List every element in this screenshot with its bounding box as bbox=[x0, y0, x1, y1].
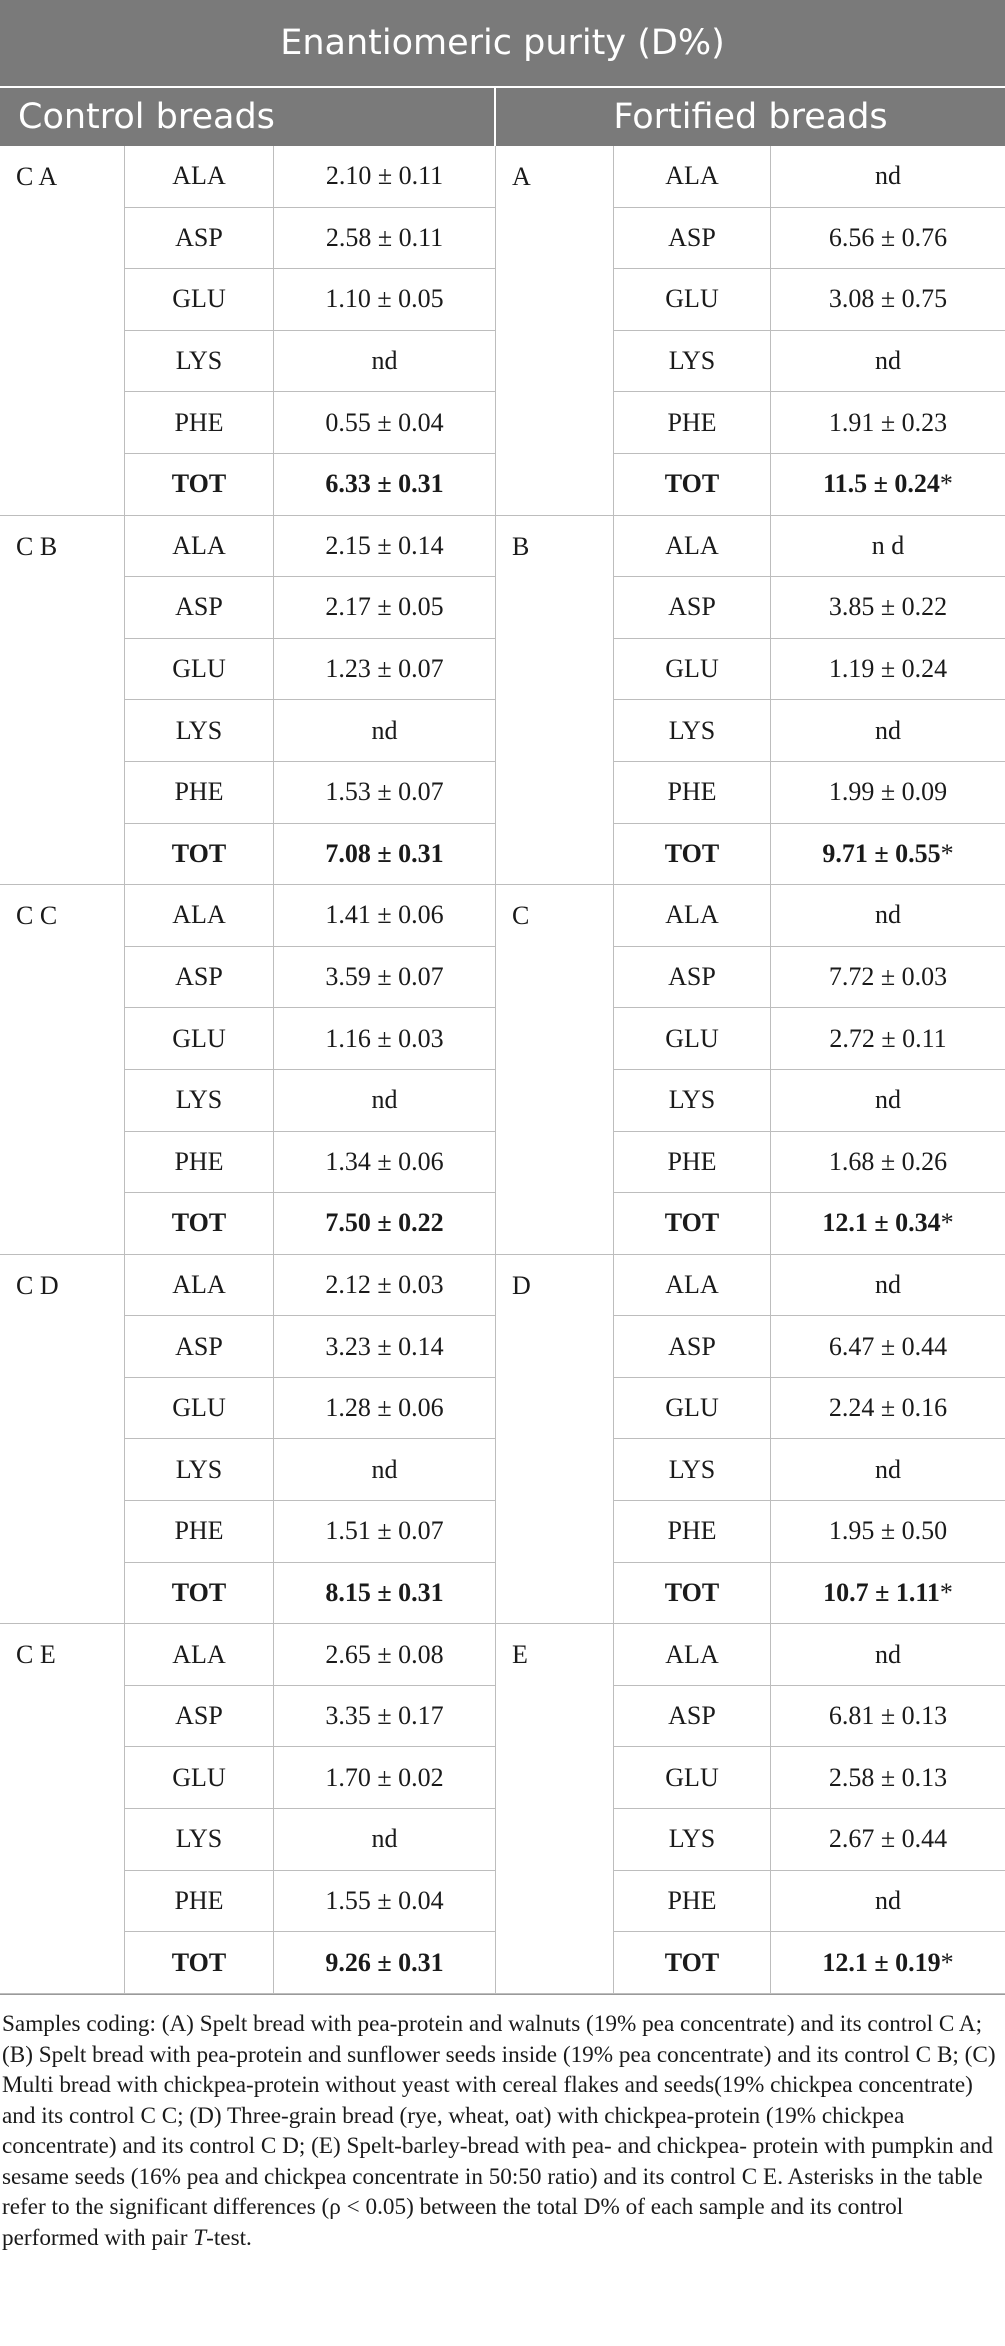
column-header-row bbox=[0, 88, 1005, 146]
control-amino-acid: TOT bbox=[125, 1932, 274, 1994]
control-sample-code bbox=[0, 762, 125, 824]
fortified-value bbox=[771, 1378, 1005, 1440]
fortified-amino-acid: ASP bbox=[614, 947, 771, 1009]
control-amino-acid: ASP bbox=[125, 1316, 274, 1378]
control-sample-code bbox=[0, 392, 125, 454]
control-value: 2.65 ± 0.08 bbox=[274, 1624, 496, 1686]
control-amino-acid: GLU bbox=[125, 1747, 274, 1809]
control-value: 1.23 ± 0.07 bbox=[274, 639, 496, 701]
fortified-sample-code bbox=[496, 577, 614, 639]
fortified-value bbox=[771, 1439, 1005, 1501]
fortified-value-text: 6.56 ± 0.76 bbox=[828, 222, 948, 252]
significance-asterisk: * bbox=[940, 1947, 954, 1977]
control-value: 2.15 ± 0.14 bbox=[274, 516, 496, 578]
control-value: 1.10 ± 0.05 bbox=[274, 269, 496, 331]
control-amino-acid: PHE bbox=[125, 392, 274, 454]
control-value: 8.15 ± 0.31 bbox=[274, 1563, 496, 1625]
control-value: 0.55 ± 0.04 bbox=[274, 392, 496, 454]
fortified-value-text: 3.08 ± 0.75 bbox=[828, 284, 948, 314]
fortified-value-text: 12.1 ± 0.34 bbox=[822, 1208, 941, 1238]
fortified-value-text: 6.47 ± 0.44 bbox=[828, 1331, 948, 1361]
control-amino-acid: ALA bbox=[125, 1255, 274, 1317]
fortified-value-text: 1.91 ± 0.23 bbox=[828, 407, 948, 437]
fortified-amino-acid: PHE bbox=[614, 1132, 771, 1194]
fortified-sample-code bbox=[496, 1686, 614, 1748]
fortified-amino-acid: GLU bbox=[614, 1747, 771, 1809]
fortified-value bbox=[771, 577, 1005, 639]
footnote-text bbox=[0, 1995, 1005, 2253]
control-amino-acid: LYS bbox=[125, 700, 274, 762]
fortified-value bbox=[771, 454, 1005, 516]
control-value: nd bbox=[274, 1809, 496, 1871]
control-amino-acid: GLU bbox=[125, 639, 274, 701]
control-amino-acid: GLU bbox=[125, 1008, 274, 1070]
fortified-sample-code bbox=[496, 1563, 614, 1625]
control-value: 1.41 ± 0.06 bbox=[274, 885, 496, 947]
fortified-value-text: 1.95 ± 0.50 bbox=[828, 1516, 948, 1546]
control-value: 1.28 ± 0.06 bbox=[274, 1378, 496, 1440]
fortified-sample-code bbox=[496, 1932, 614, 1994]
control-value: 9.26 ± 0.31 bbox=[274, 1932, 496, 1994]
fortified-value-text: nd bbox=[875, 715, 901, 745]
fortified-value-text: 2.58 ± 0.13 bbox=[828, 1762, 948, 1792]
control-value: 2.17 ± 0.05 bbox=[274, 577, 496, 639]
control-sample-code bbox=[0, 1686, 125, 1748]
fortified-sample-code bbox=[496, 1501, 614, 1563]
fortified-value-text: 9.71 ± 0.55 bbox=[822, 838, 941, 868]
fortified-value bbox=[771, 1932, 1005, 1994]
control-sample-code bbox=[0, 1932, 125, 1994]
fortified-value-text: nd bbox=[875, 1454, 901, 1484]
fortified-value bbox=[771, 1193, 1005, 1255]
fortified-amino-acid: PHE bbox=[614, 762, 771, 824]
fortified-value-text: nd bbox=[875, 1639, 901, 1669]
fortified-sample-code: D bbox=[496, 1255, 614, 1317]
fortified-value-text: 1.19 ± 0.24 bbox=[828, 654, 948, 684]
control-sample-code bbox=[0, 454, 125, 516]
fortified-sample-code bbox=[496, 1008, 614, 1070]
control-amino-acid: TOT bbox=[125, 1193, 274, 1255]
control-sample-code bbox=[0, 1008, 125, 1070]
control-sample-code bbox=[0, 639, 125, 701]
fortified-value-text: 2.72 ± 0.11 bbox=[829, 1023, 947, 1053]
control-sample-code bbox=[0, 331, 125, 393]
fortified-amino-acid: ASP bbox=[614, 208, 771, 270]
fortified-sample-code bbox=[496, 700, 614, 762]
control-amino-acid: LYS bbox=[125, 1809, 274, 1871]
significance-asterisk: * bbox=[940, 1208, 954, 1238]
control-value: 1.70 ± 0.02 bbox=[274, 1747, 496, 1809]
fortified-sample-code bbox=[496, 1193, 614, 1255]
fortified-value bbox=[771, 1563, 1005, 1625]
fortified-amino-acid: TOT bbox=[614, 1563, 771, 1625]
fortified-breads-header: Fortified breads bbox=[613, 97, 888, 137]
fortified-amino-acid: ALA bbox=[614, 146, 771, 208]
fortified-sample-code bbox=[496, 639, 614, 701]
fortified-value bbox=[771, 1008, 1005, 1070]
control-amino-acid: GLU bbox=[125, 1378, 274, 1440]
fortified-value bbox=[771, 269, 1005, 331]
fortified-value bbox=[771, 392, 1005, 454]
control-amino-acid: TOT bbox=[125, 454, 274, 516]
control-amino-acid: PHE bbox=[125, 1501, 274, 1563]
footnote-t: T bbox=[193, 2224, 207, 2251]
control-sample-code: C A bbox=[0, 146, 125, 208]
fortified-value-text: 12.1 ± 0.19 bbox=[822, 1947, 941, 1977]
significance-asterisk: * bbox=[940, 838, 954, 868]
control-sample-code bbox=[0, 1193, 125, 1255]
fortified-value bbox=[771, 1070, 1005, 1132]
fortified-sample-code bbox=[496, 1439, 614, 1501]
control-sample-code bbox=[0, 1378, 125, 1440]
control-value: 1.34 ± 0.06 bbox=[274, 1132, 496, 1194]
control-value: 6.33 ± 0.31 bbox=[274, 454, 496, 516]
fortified-value bbox=[771, 1501, 1005, 1563]
fortified-amino-acid: ASP bbox=[614, 1686, 771, 1748]
control-value: 2.10 ± 0.11 bbox=[274, 146, 496, 208]
fortified-value-text: 1.68 ± 0.26 bbox=[828, 1146, 948, 1176]
control-value: 3.35 ± 0.17 bbox=[274, 1686, 496, 1748]
control-sample-code bbox=[0, 1132, 125, 1194]
fortified-value-text: 11.5 ± 0.24 bbox=[823, 469, 940, 499]
fortified-sample-code: C bbox=[496, 885, 614, 947]
fortified-value-text: 2.67 ± 0.44 bbox=[828, 1824, 948, 1854]
fortified-amino-acid: LYS bbox=[614, 1439, 771, 1501]
fortified-sample-code bbox=[496, 269, 614, 331]
fortified-amino-acid: GLU bbox=[614, 1378, 771, 1440]
control-sample-code: C B bbox=[0, 516, 125, 578]
fortified-sample-code bbox=[496, 331, 614, 393]
control-sample-code bbox=[0, 208, 125, 270]
control-amino-acid: LYS bbox=[125, 331, 274, 393]
fortified-value bbox=[771, 516, 1005, 578]
fortified-sample-code bbox=[496, 1070, 614, 1132]
fortified-value bbox=[771, 762, 1005, 824]
fortified-sample-code: B bbox=[496, 516, 614, 578]
control-value: 1.53 ± 0.07 bbox=[274, 762, 496, 824]
control-amino-acid: ASP bbox=[125, 1686, 274, 1748]
fortified-amino-acid: GLU bbox=[614, 269, 771, 331]
fortified-value bbox=[771, 700, 1005, 762]
fortified-amino-acid: LYS bbox=[614, 700, 771, 762]
control-amino-acid: ALA bbox=[125, 1624, 274, 1686]
fortified-value bbox=[771, 1255, 1005, 1317]
control-value: 3.59 ± 0.07 bbox=[274, 947, 496, 1009]
footnote-main: Samples coding: (A) Spelt bread with pea-protein and walnuts (19% pea concentrate) and its control C A; (B) Spelt bread with pea-protein and sunflower seeds inside (19% pea concentrate) and its control C B; (C) Multi bread with chickpea-protein without yeast with cereal flakes and seeds(19% chickpea concentrate) and its control C C; (D) Three-grain bread (rye, wheat, oat) with chickpea-protein (19% chickpea concentrate) and its control C D; (E) Spelt-barley-bread with pea- and chickpea- protein with pumpkin and sesame seeds (16% pea and chickpea concentrate in 50:50 ratio) and its control C E. Asterisks in the table refer to the significant differences (ρ < 0.05) between the total D% of each sample and its control performed with pair bbox=[2, 2011, 996, 2251]
fortified-sample-code bbox=[496, 1747, 614, 1809]
fortified-sample-code bbox=[496, 392, 614, 454]
fortified-amino-acid: TOT bbox=[614, 454, 771, 516]
fortified-value bbox=[771, 1809, 1005, 1871]
fortified-value bbox=[771, 947, 1005, 1009]
fortified-amino-acid: LYS bbox=[614, 1809, 771, 1871]
control-sample-code bbox=[0, 700, 125, 762]
fortified-value bbox=[771, 639, 1005, 701]
fortified-amino-acid: ALA bbox=[614, 1624, 771, 1686]
fortified-value-text: 1.99 ± 0.09 bbox=[828, 777, 948, 807]
control-amino-acid: ALA bbox=[125, 146, 274, 208]
fortified-value bbox=[771, 1747, 1005, 1809]
control-amino-acid: ASP bbox=[125, 947, 274, 1009]
fortified-sample-code bbox=[496, 454, 614, 516]
control-sample-code bbox=[0, 1316, 125, 1378]
significance-asterisk: * bbox=[939, 1577, 953, 1607]
control-amino-acid: GLU bbox=[125, 269, 274, 331]
fortified-sample-code bbox=[496, 1132, 614, 1194]
fortified-value bbox=[771, 331, 1005, 393]
fortified-amino-acid: TOT bbox=[614, 1932, 771, 1994]
fortified-sample-code bbox=[496, 208, 614, 270]
control-breads-header: Control breads bbox=[0, 88, 496, 146]
fortified-sample-code bbox=[496, 947, 614, 1009]
fortified-value-text: nd bbox=[875, 1885, 901, 1915]
fortified-amino-acid: GLU bbox=[614, 1008, 771, 1070]
fortified-amino-acid: PHE bbox=[614, 392, 771, 454]
fortified-amino-acid: ALA bbox=[614, 516, 771, 578]
control-sample-code bbox=[0, 947, 125, 1009]
fortified-value bbox=[771, 824, 1005, 886]
fortified-sample-code bbox=[496, 1809, 614, 1871]
table-footnote bbox=[0, 1994, 1005, 2253]
fortified-sample-code bbox=[496, 1316, 614, 1378]
table-title: Enantiomeric purity (D%) bbox=[0, 0, 1005, 88]
control-amino-acid: PHE bbox=[125, 1132, 274, 1194]
control-amino-acid: LYS bbox=[125, 1439, 274, 1501]
control-sample-code: C C bbox=[0, 885, 125, 947]
fortified-amino-acid: TOT bbox=[614, 824, 771, 886]
control-value: nd bbox=[274, 1439, 496, 1501]
control-sample-code bbox=[0, 1809, 125, 1871]
control-value: 2.58 ± 0.11 bbox=[274, 208, 496, 270]
fortified-value-text: 6.81 ± 0.13 bbox=[828, 1701, 948, 1731]
fortified-value bbox=[771, 1871, 1005, 1933]
fortified-sample-code bbox=[496, 824, 614, 886]
fortified-value bbox=[771, 1132, 1005, 1194]
fortified-value-text: nd bbox=[875, 346, 901, 376]
control-sample-code bbox=[0, 1070, 125, 1132]
fortified-amino-acid: PHE bbox=[614, 1501, 771, 1563]
control-sample-code bbox=[0, 1563, 125, 1625]
fortified-value bbox=[771, 1316, 1005, 1378]
control-value: 1.16 ± 0.03 bbox=[274, 1008, 496, 1070]
fortified-amino-acid: LYS bbox=[614, 1070, 771, 1132]
fortified-amino-acid: PHE bbox=[614, 1871, 771, 1933]
fortified-value bbox=[771, 1624, 1005, 1686]
fortified-amino-acid: GLU bbox=[614, 639, 771, 701]
footnote-end: -test. bbox=[206, 2224, 252, 2251]
control-amino-acid: TOT bbox=[125, 824, 274, 886]
control-sample-code bbox=[0, 1871, 125, 1933]
control-sample-code bbox=[0, 1439, 125, 1501]
control-value: 7.50 ± 0.22 bbox=[274, 1193, 496, 1255]
control-value: 7.08 ± 0.31 bbox=[274, 824, 496, 886]
fortified-amino-acid: ASP bbox=[614, 577, 771, 639]
fortified-value-text: 3.85 ± 0.22 bbox=[828, 592, 948, 622]
control-amino-acid: PHE bbox=[125, 762, 274, 824]
fortified-value-text: 10.7 ± 1.11 bbox=[823, 1577, 940, 1607]
control-sample-code: C E bbox=[0, 1624, 125, 1686]
fortified-value-text: nd bbox=[875, 1085, 901, 1115]
fortified-amino-acid: ASP bbox=[614, 1316, 771, 1378]
fortified-sample-code: A bbox=[496, 146, 614, 208]
control-value: nd bbox=[274, 331, 496, 393]
control-value: 1.55 ± 0.04 bbox=[274, 1871, 496, 1933]
fortified-sample-code bbox=[496, 762, 614, 824]
control-amino-acid: TOT bbox=[125, 1563, 274, 1625]
control-sample-code bbox=[0, 824, 125, 886]
fortified-value bbox=[771, 146, 1005, 208]
fortified-sample-code bbox=[496, 1871, 614, 1933]
control-amino-acid: PHE bbox=[125, 1871, 274, 1933]
fortified-sample-code: E bbox=[496, 1624, 614, 1686]
control-amino-acid: ASP bbox=[125, 208, 274, 270]
fortified-value-text: n d bbox=[871, 530, 905, 560]
control-value: 2.12 ± 0.03 bbox=[274, 1255, 496, 1317]
fortified-value-text: 2.24 ± 0.16 bbox=[828, 1393, 948, 1423]
control-amino-acid: ALA bbox=[125, 885, 274, 947]
control-amino-acid: ASP bbox=[125, 577, 274, 639]
fortified-value bbox=[771, 208, 1005, 270]
control-amino-acid: LYS bbox=[125, 1070, 274, 1132]
table-body bbox=[0, 146, 1005, 1994]
control-value: 1.51 ± 0.07 bbox=[274, 1501, 496, 1563]
fortified-value-text: nd bbox=[875, 161, 901, 191]
control-sample-code: C D bbox=[0, 1255, 125, 1317]
fortified-value-text: 7.72 ± 0.03 bbox=[828, 962, 948, 992]
control-value: nd bbox=[274, 700, 496, 762]
control-sample-code bbox=[0, 577, 125, 639]
control-sample-code bbox=[0, 1747, 125, 1809]
fortified-value-text: nd bbox=[875, 900, 901, 930]
fortified-amino-acid: LYS bbox=[614, 331, 771, 393]
control-amino-acid: ALA bbox=[125, 516, 274, 578]
fortified-sample-code bbox=[496, 1378, 614, 1440]
control-sample-code bbox=[0, 1501, 125, 1563]
fortified-amino-acid: TOT bbox=[614, 1193, 771, 1255]
control-value: 3.23 ± 0.14 bbox=[274, 1316, 496, 1378]
significance-asterisk: * bbox=[939, 469, 953, 499]
control-value: nd bbox=[274, 1070, 496, 1132]
control-sample-code bbox=[0, 269, 125, 331]
fortified-value-text: nd bbox=[875, 1269, 901, 1299]
fortified-value bbox=[771, 1686, 1005, 1748]
fortified-value bbox=[771, 885, 1005, 947]
fortified-amino-acid: ALA bbox=[614, 1255, 771, 1317]
fortified-amino-acid: ALA bbox=[614, 885, 771, 947]
